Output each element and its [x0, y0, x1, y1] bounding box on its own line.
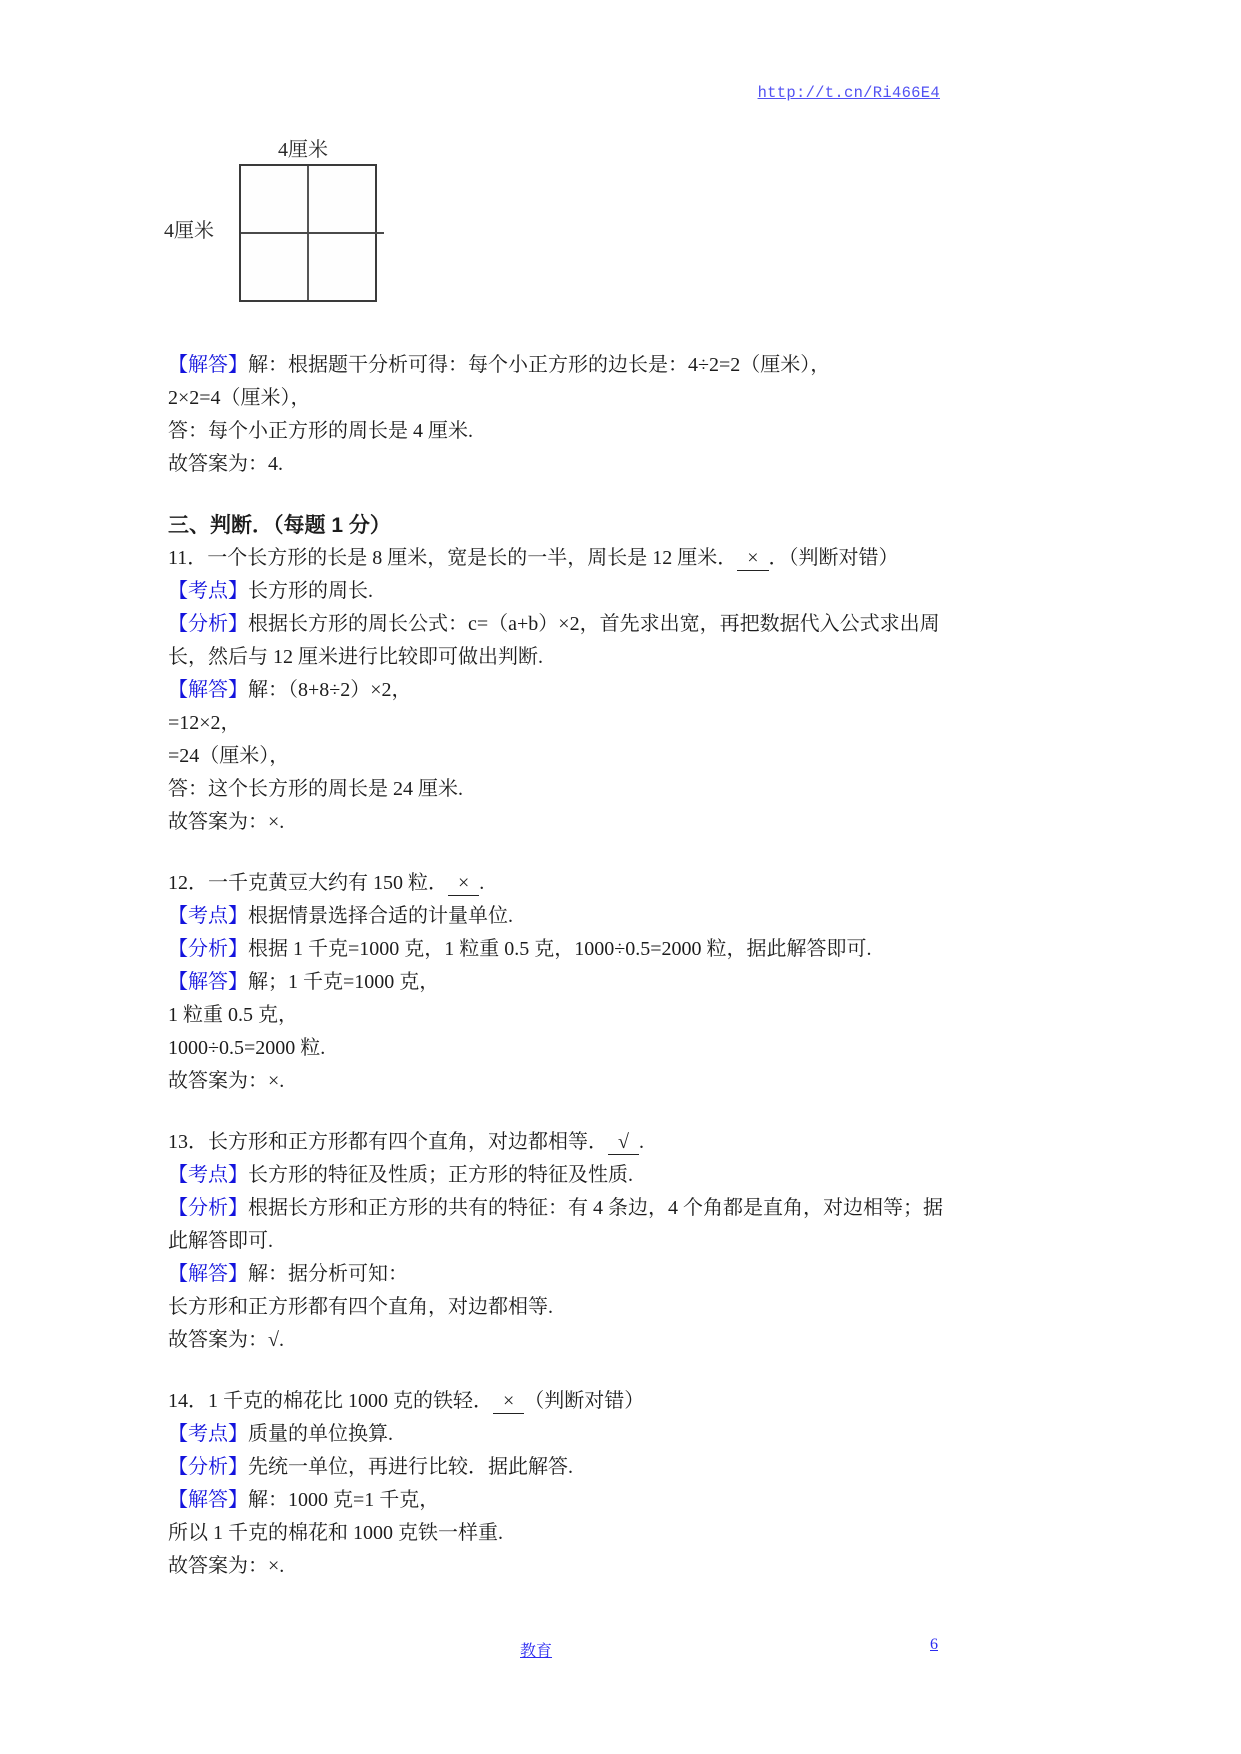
text-line: [168, 933, 968, 966]
text-line: [168, 641, 968, 674]
text-segment: 三、判断．（每题 1 分）: [168, 514, 391, 537]
text-segment: 1 粒重 0.5 克，: [168, 1004, 298, 1026]
answer-blank: ×: [737, 547, 769, 569]
text-line: [168, 575, 968, 608]
text-line: [168, 509, 968, 542]
text-segment: 解：（8+8÷2）×2，: [248, 679, 412, 701]
text-segment: ．（判断对错）: [768, 547, 899, 569]
section-tag: 【考点】: [168, 1164, 248, 1186]
text-line: [168, 1291, 968, 1324]
text-segment: .: [479, 872, 485, 894]
section-tag: 【解答】: [168, 1263, 248, 1285]
answer-blank: ×: [493, 1390, 525, 1412]
text-block: [168, 542, 968, 839]
text-segment: =12×2，: [168, 712, 241, 734]
text-line: [168, 1418, 968, 1451]
text-segment: 解：根据题干分析可得：每个小正方形的边长是：4÷2=2（厘米），: [248, 354, 831, 376]
text-line: [168, 707, 968, 740]
text-segment: 长方形的周长.: [248, 580, 373, 602]
text-segment: 根据长方形和正方形的共有的特征：有 4 条边，4 个角都是直角，对边相等；据: [248, 1197, 943, 1219]
text-line: [168, 1517, 968, 1550]
section-tag: 【考点】: [168, 905, 248, 927]
section-tag: 【分析】: [168, 1197, 248, 1219]
text-line: [168, 1550, 968, 1583]
text-segment: 13．长方形和正方形都有四个直角，对边都相等．: [168, 1131, 608, 1153]
text-line: [168, 1258, 968, 1291]
text-segment: 1000÷0.5=2000 粒.: [168, 1037, 326, 1059]
text-line: [168, 900, 968, 933]
text-segment: 质量的单位换算.: [248, 1423, 393, 1445]
page-number-link[interactable]: 6: [930, 1636, 938, 1653]
text-segment: 故答案为：4.: [168, 453, 283, 475]
text-segment: 所以 1 千克的棉花和 1000 克铁一样重.: [168, 1522, 503, 1544]
square-outline-shape: [239, 164, 377, 302]
text-line: [168, 1484, 968, 1517]
footer-site-link[interactable]: 教育: [520, 1643, 553, 1660]
section-tag: 【考点】: [168, 580, 248, 602]
text-segment: 先统一单位，再进行比较．据此解答.: [248, 1456, 573, 1478]
text-line: [168, 349, 968, 382]
text-line: [168, 674, 968, 707]
text-segment: 解；1 千克=1000 克，: [248, 971, 440, 993]
text-segment: 故答案为：×.: [168, 1555, 285, 1577]
text-segment: 故答案为：√.: [168, 1329, 284, 1351]
section-tag: 【解答】: [168, 1489, 248, 1511]
text-segment: 2×2=4（厘米），: [168, 387, 311, 409]
text-segment: 11．一个长方形的长是 8 厘米，宽是长的一半，周长是 12 厘米．: [168, 547, 738, 569]
text-line: [168, 1032, 968, 1065]
answer-blank: √: [608, 1131, 639, 1153]
section-tag: 【解答】: [168, 354, 248, 376]
text-segment: 长，然后与 12 厘米进行比较即可做出判断.: [168, 646, 543, 668]
text-segment: 故答案为：×.: [168, 811, 285, 833]
text-line: [168, 1065, 968, 1098]
text-segment: 故答案为：×.: [168, 1070, 285, 1092]
content-flow: [168, 349, 968, 1583]
section-tag: 【考点】: [168, 1423, 248, 1445]
text-segment: 14．1 千克的棉花比 1000 克的铁轻．: [168, 1390, 493, 1412]
horizontal-divider-line: [241, 232, 384, 234]
text-segment: .: [638, 1131, 644, 1153]
figure-top-dimension-label: 4厘米: [278, 139, 328, 161]
text-segment: 此解答即可.: [168, 1230, 273, 1252]
section-tag: 【分析】: [168, 1456, 248, 1478]
text-segment: 长方形的特征及性质；正方形的特征及性质.: [248, 1164, 633, 1186]
figure-left-dimension-label: 4厘米: [164, 220, 214, 242]
text-line: [168, 1126, 968, 1159]
text-segment: 根据长方形的周长公式：c=（a+b）×2，首先求出宽，再把数据代入公式求出周: [248, 613, 940, 635]
text-segment: 根据情景选择合适的计量单位.: [248, 905, 513, 927]
text-block: [168, 867, 968, 1098]
text-line: [168, 1324, 968, 1357]
text-line: [168, 1225, 968, 1258]
text-line: [168, 415, 968, 448]
text-segment: 解：据分析可知：: [248, 1263, 408, 1285]
text-line: [168, 1385, 968, 1418]
text-segment: 长方形和正方形都有四个直角，对边都相等.: [168, 1296, 553, 1318]
text-line: [168, 867, 968, 900]
text-block: [168, 1126, 968, 1357]
text-segment: 答：每个小正方形的周长是 4 厘米.: [168, 420, 473, 442]
text-segment: （判断对错）: [524, 1390, 645, 1412]
text-line: [168, 966, 968, 999]
header-url-link[interactable]: http://t.cn/Ri466E4: [757, 84, 940, 102]
text-segment: 答：这个长方形的周长是 24 厘米.: [168, 778, 463, 800]
section-tag: 【分析】: [168, 938, 248, 960]
text-block: [168, 349, 968, 481]
text-line: [168, 448, 968, 481]
section-tag: 【解答】: [168, 679, 248, 701]
section-heading: [168, 509, 968, 542]
text-block: [168, 1385, 968, 1583]
answer-blank: ×: [448, 872, 480, 894]
text-line: [168, 1451, 968, 1484]
text-line: [168, 999, 968, 1032]
text-segment: 根据 1 千克=1000 克，1 粒重 0.5 克，1000÷0.5=2000 粒，据此解答即可.: [248, 938, 872, 960]
text-line: [168, 1159, 968, 1192]
text-segment: =24（厘米），: [168, 745, 290, 767]
text-line: [168, 542, 968, 575]
text-line: [168, 608, 968, 641]
text-line: [168, 740, 968, 773]
text-segment: 解：1000 克=1 千克，: [248, 1489, 440, 1511]
section-tag: 【分析】: [168, 613, 248, 635]
text-line: [168, 806, 968, 839]
text-segment: 12．一千克黄豆大约有 150 粒．: [168, 872, 448, 894]
text-line: [168, 1192, 968, 1225]
text-line: [168, 773, 968, 806]
section-tag: 【解答】: [168, 971, 248, 993]
text-line: [168, 382, 968, 415]
